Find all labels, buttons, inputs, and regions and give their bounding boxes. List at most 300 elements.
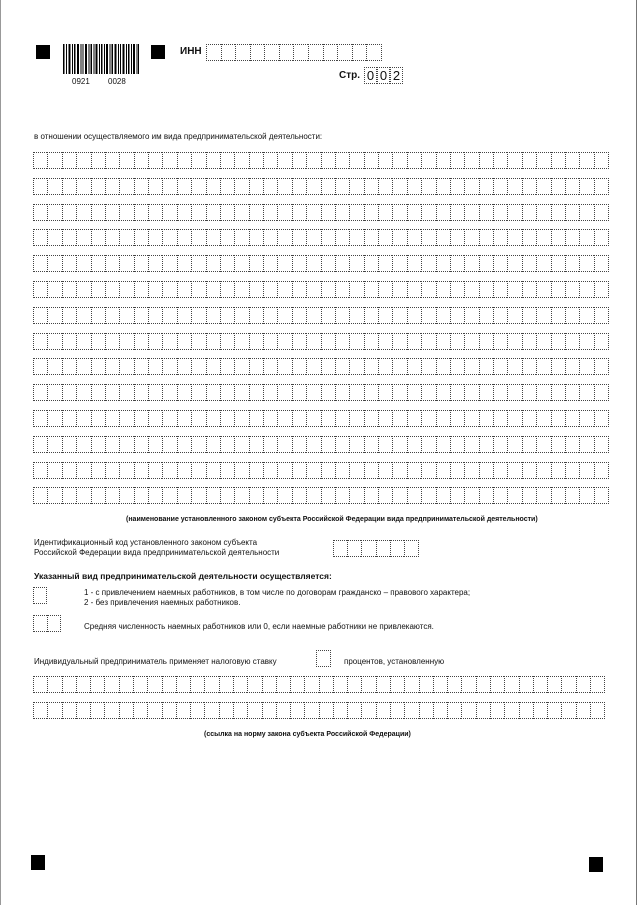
- input-cell[interactable]: [493, 333, 507, 350]
- input-cell[interactable]: [464, 384, 478, 401]
- input-cell[interactable]: [479, 178, 493, 195]
- input-cell[interactable]: [594, 487, 609, 504]
- input-cell[interactable]: [378, 178, 392, 195]
- input-cell[interactable]: [62, 152, 76, 169]
- input-cell[interactable]: [76, 307, 90, 324]
- input-cell[interactable]: [119, 307, 133, 324]
- input-cell[interactable]: [576, 676, 590, 693]
- input-cell[interactable]: [162, 676, 176, 693]
- input-cell[interactable]: [276, 676, 290, 693]
- input-cell[interactable]: [493, 410, 507, 427]
- input-cell[interactable]: [436, 307, 450, 324]
- input-cell[interactable]: [392, 358, 406, 375]
- input-cell[interactable]: [493, 358, 507, 375]
- input-cell[interactable]: [565, 410, 579, 427]
- input-cell[interactable]: [337, 44, 352, 61]
- input-cell[interactable]: [247, 676, 261, 693]
- input-cell[interactable]: [551, 384, 565, 401]
- input-cell[interactable]: [464, 255, 478, 272]
- input-cell[interactable]: [263, 178, 277, 195]
- input-cell[interactable]: [176, 676, 190, 693]
- input-cell[interactable]: [162, 204, 176, 221]
- input-cell[interactable]: [234, 204, 248, 221]
- input-cell[interactable]: [378, 281, 392, 298]
- input-cell[interactable]: [507, 487, 521, 504]
- input-cell[interactable]: [364, 307, 378, 324]
- input-cell[interactable]: [504, 702, 518, 719]
- input-cell[interactable]: [378, 255, 392, 272]
- input-cell[interactable]: [134, 487, 148, 504]
- input-cell[interactable]: [277, 487, 291, 504]
- input-cell[interactable]: [191, 307, 205, 324]
- input-cell[interactable]: [91, 152, 105, 169]
- input-cell[interactable]: [364, 255, 378, 272]
- input-cell[interactable]: [249, 204, 263, 221]
- input-cell[interactable]: [464, 307, 478, 324]
- input-cell[interactable]: [464, 410, 478, 427]
- input-cell[interactable]: [522, 487, 536, 504]
- input-cell[interactable]: [277, 152, 291, 169]
- input-cell[interactable]: [522, 152, 536, 169]
- input-cell[interactable]: [162, 702, 176, 719]
- input-cell[interactable]: [177, 487, 191, 504]
- input-cell[interactable]: [522, 410, 536, 427]
- input-cell[interactable]: [479, 152, 493, 169]
- input-cell[interactable]: [594, 255, 609, 272]
- input-cell[interactable]: [292, 178, 306, 195]
- input-cell[interactable]: [392, 436, 406, 453]
- input-cell[interactable]: [364, 462, 378, 479]
- input-cell[interactable]: [522, 281, 536, 298]
- input-cell[interactable]: [407, 307, 421, 324]
- input-cell[interactable]: [33, 152, 47, 169]
- input-cell[interactable]: [206, 178, 220, 195]
- input-cell[interactable]: [33, 204, 47, 221]
- input-cell[interactable]: [234, 410, 248, 427]
- input-cell[interactable]: [536, 229, 550, 246]
- input-cell[interactable]: [565, 487, 579, 504]
- input-cell[interactable]: [133, 702, 147, 719]
- input-cell[interactable]: [533, 702, 547, 719]
- input-cell[interactable]: [404, 540, 419, 557]
- input-cell[interactable]: [378, 204, 392, 221]
- input-cell[interactable]: [565, 307, 579, 324]
- input-cell[interactable]: [335, 410, 349, 427]
- input-cell[interactable]: [234, 229, 248, 246]
- input-cell[interactable]: [90, 702, 104, 719]
- input-cell[interactable]: [62, 307, 76, 324]
- input-cell[interactable]: [292, 152, 306, 169]
- input-cell[interactable]: [47, 487, 61, 504]
- input-cell[interactable]: [366, 44, 382, 61]
- input-cell[interactable]: [378, 462, 392, 479]
- input-cell[interactable]: [306, 281, 320, 298]
- input-cell[interactable]: [321, 410, 335, 427]
- input-cell[interactable]: [594, 384, 609, 401]
- input-cell[interactable]: [547, 676, 561, 693]
- input-cell[interactable]: [376, 702, 390, 719]
- input-cell[interactable]: [162, 487, 176, 504]
- input-cell[interactable]: [421, 152, 435, 169]
- input-cell[interactable]: [450, 358, 464, 375]
- input-cell[interactable]: [62, 384, 76, 401]
- input-cell[interactable]: [234, 281, 248, 298]
- input-cell[interactable]: [319, 702, 333, 719]
- input-cell[interactable]: [407, 333, 421, 350]
- input-cell[interactable]: [263, 462, 277, 479]
- input-cell[interactable]: [263, 358, 277, 375]
- input-cell[interactable]: [249, 255, 263, 272]
- input-cell[interactable]: [321, 436, 335, 453]
- input-cell[interactable]: [234, 487, 248, 504]
- input-cell[interactable]: [479, 358, 493, 375]
- input-cell[interactable]: [464, 152, 478, 169]
- input-cell[interactable]: [594, 436, 609, 453]
- input-cell[interactable]: [292, 462, 306, 479]
- grid-row[interactable]: [33, 410, 609, 427]
- input-cell[interactable]: [464, 229, 478, 246]
- input-cell[interactable]: [594, 178, 609, 195]
- input-cell[interactable]: [364, 487, 378, 504]
- input-cell[interactable]: [104, 702, 118, 719]
- input-cell[interactable]: [504, 676, 518, 693]
- input-cell[interactable]: [490, 676, 504, 693]
- input-cell[interactable]: [507, 152, 521, 169]
- input-cell[interactable]: [134, 358, 148, 375]
- input-cell[interactable]: [565, 152, 579, 169]
- input-cell[interactable]: [148, 436, 162, 453]
- input-cell[interactable]: [292, 281, 306, 298]
- input-cell[interactable]: [162, 462, 176, 479]
- input-cell[interactable]: [349, 462, 363, 479]
- input-cell[interactable]: [536, 152, 550, 169]
- input-cell[interactable]: [148, 410, 162, 427]
- input-cell[interactable]: [148, 333, 162, 350]
- input-cell[interactable]: [522, 204, 536, 221]
- input-cell[interactable]: [421, 307, 435, 324]
- input-cell[interactable]: [335, 436, 349, 453]
- input-cell[interactable]: [191, 255, 205, 272]
- input-cell[interactable]: [378, 410, 392, 427]
- input-cell[interactable]: [134, 229, 148, 246]
- input-cell[interactable]: [476, 676, 490, 693]
- input-cell[interactable]: [277, 358, 291, 375]
- input-cell[interactable]: [177, 358, 191, 375]
- input-cell[interactable]: [364, 384, 378, 401]
- input-cell[interactable]: [522, 384, 536, 401]
- input-cell[interactable]: [335, 152, 349, 169]
- input-cell[interactable]: [292, 384, 306, 401]
- input-cell[interactable]: [33, 676, 47, 693]
- input-cell[interactable]: [579, 436, 593, 453]
- input-cell[interactable]: [507, 333, 521, 350]
- input-cell[interactable]: [76, 410, 90, 427]
- input-cell[interactable]: [47, 410, 61, 427]
- input-cell[interactable]: [335, 255, 349, 272]
- input-cell[interactable]: [47, 229, 61, 246]
- input-cell[interactable]: [361, 676, 375, 693]
- input-cell[interactable]: [105, 436, 119, 453]
- input-cell[interactable]: [177, 255, 191, 272]
- grid-row[interactable]: [33, 702, 605, 719]
- input-cell[interactable]: [235, 44, 250, 61]
- grid-row[interactable]: [33, 676, 605, 693]
- input-cell[interactable]: [579, 152, 593, 169]
- input-cell[interactable]: [519, 676, 533, 693]
- input-cell[interactable]: [162, 281, 176, 298]
- input-cell[interactable]: [464, 333, 478, 350]
- input-cell[interactable]: [76, 487, 90, 504]
- input-cell[interactable]: [421, 255, 435, 272]
- input-cell[interactable]: [277, 384, 291, 401]
- input-cell[interactable]: [551, 410, 565, 427]
- input-cell[interactable]: [507, 255, 521, 272]
- input-cell[interactable]: [220, 462, 234, 479]
- input-cell[interactable]: [436, 333, 450, 350]
- input-cell[interactable]: [594, 152, 609, 169]
- input-cell[interactable]: [392, 281, 406, 298]
- input-cell[interactable]: [392, 307, 406, 324]
- input-cell[interactable]: [220, 178, 234, 195]
- input-cell[interactable]: [47, 436, 61, 453]
- input-cell[interactable]: [119, 358, 133, 375]
- input-cell[interactable]: [279, 44, 294, 61]
- input-cell[interactable]: [263, 410, 277, 427]
- input-cell[interactable]: [392, 487, 406, 504]
- input-cell[interactable]: [292, 204, 306, 221]
- input-cell[interactable]: [364, 281, 378, 298]
- input-cell[interactable]: [76, 204, 90, 221]
- input-cell[interactable]: [33, 307, 47, 324]
- input-cell[interactable]: [76, 152, 90, 169]
- input-cell[interactable]: [249, 384, 263, 401]
- input-cell[interactable]: [134, 204, 148, 221]
- input-cell[interactable]: [421, 229, 435, 246]
- input-cell[interactable]: [191, 487, 205, 504]
- input-cell[interactable]: [306, 307, 320, 324]
- input-cell[interactable]: [33, 462, 47, 479]
- input-cell[interactable]: [361, 702, 375, 719]
- input-cell[interactable]: [262, 676, 276, 693]
- input-cell[interactable]: [62, 229, 76, 246]
- input-cell[interactable]: [220, 358, 234, 375]
- input-cell[interactable]: [551, 358, 565, 375]
- input-cell[interactable]: [177, 204, 191, 221]
- input-cell[interactable]: [579, 204, 593, 221]
- input-cell[interactable]: [292, 410, 306, 427]
- input-cell[interactable]: [436, 281, 450, 298]
- input-cell[interactable]: [206, 410, 220, 427]
- input-cell[interactable]: [479, 281, 493, 298]
- grid-row[interactable]: [33, 152, 609, 169]
- input-cell[interactable]: [364, 410, 378, 427]
- grid-row[interactable]: [33, 358, 609, 375]
- input-cell[interactable]: [333, 676, 347, 693]
- input-cell[interactable]: [321, 255, 335, 272]
- input-cell[interactable]: [191, 229, 205, 246]
- input-cell[interactable]: [47, 462, 61, 479]
- input-cell[interactable]: [47, 204, 61, 221]
- input-cell[interactable]: [91, 281, 105, 298]
- input-cell[interactable]: [364, 229, 378, 246]
- input-cell[interactable]: [206, 307, 220, 324]
- input-cell[interactable]: [479, 204, 493, 221]
- input-cell[interactable]: [436, 410, 450, 427]
- input-cell[interactable]: [234, 333, 248, 350]
- input-cell[interactable]: [419, 676, 433, 693]
- tax-rate-field[interactable]: [316, 650, 331, 667]
- employees-count-field[interactable]: [33, 615, 61, 632]
- grid-row[interactable]: [33, 487, 609, 504]
- input-cell[interactable]: [436, 436, 450, 453]
- input-cell[interactable]: [91, 204, 105, 221]
- input-cell[interactable]: [263, 281, 277, 298]
- input-cell[interactable]: [234, 152, 248, 169]
- input-cell[interactable]: [191, 333, 205, 350]
- input-cell[interactable]: [335, 281, 349, 298]
- input-cell[interactable]: [76, 384, 90, 401]
- input-cell[interactable]: [105, 307, 119, 324]
- input-cell[interactable]: [191, 358, 205, 375]
- input-cell[interactable]: [378, 229, 392, 246]
- input-cell[interactable]: [450, 152, 464, 169]
- input-cell[interactable]: [76, 255, 90, 272]
- input-cell[interactable]: [206, 204, 220, 221]
- input-cell[interactable]: [536, 358, 550, 375]
- input-cell[interactable]: [62, 702, 76, 719]
- input-cell[interactable]: [433, 676, 447, 693]
- input-cell[interactable]: [376, 676, 390, 693]
- input-cell[interactable]: [62, 436, 76, 453]
- input-cell[interactable]: [479, 462, 493, 479]
- input-cell[interactable]: [335, 487, 349, 504]
- input-cell[interactable]: [277, 255, 291, 272]
- input-cell[interactable]: [579, 281, 593, 298]
- input-cell[interactable]: [378, 487, 392, 504]
- input-cell[interactable]: [292, 358, 306, 375]
- input-cell[interactable]: [364, 204, 378, 221]
- input-cell[interactable]: [407, 255, 421, 272]
- input-cell[interactable]: [206, 229, 220, 246]
- input-cell[interactable]: [436, 152, 450, 169]
- input-cell[interactable]: [249, 229, 263, 246]
- input-cell[interactable]: [91, 384, 105, 401]
- input-cell[interactable]: [335, 462, 349, 479]
- input-cell[interactable]: [304, 702, 318, 719]
- input-cell[interactable]: [436, 204, 450, 221]
- input-cell[interactable]: [119, 333, 133, 350]
- input-cell[interactable]: [479, 487, 493, 504]
- input-cell[interactable]: [220, 307, 234, 324]
- input-cell[interactable]: [421, 178, 435, 195]
- input-cell[interactable]: [148, 462, 162, 479]
- grid-row[interactable]: [33, 333, 609, 350]
- input-cell[interactable]: [536, 462, 550, 479]
- input-cell[interactable]: [493, 229, 507, 246]
- input-cell[interactable]: [536, 204, 550, 221]
- input-cell[interactable]: [277, 229, 291, 246]
- input-cell[interactable]: [576, 702, 590, 719]
- input-cell[interactable]: [119, 462, 133, 479]
- input-cell[interactable]: [421, 384, 435, 401]
- input-cell[interactable]: [119, 487, 133, 504]
- input-cell[interactable]: [220, 204, 234, 221]
- input-cell[interactable]: [507, 178, 521, 195]
- input-cell[interactable]: [551, 152, 565, 169]
- input-cell[interactable]: [321, 307, 335, 324]
- input-cell[interactable]: [277, 333, 291, 350]
- input-cell[interactable]: [450, 178, 464, 195]
- input-cell[interactable]: [447, 702, 461, 719]
- input-cell[interactable]: [522, 229, 536, 246]
- input-cell[interactable]: [306, 436, 320, 453]
- input-cell[interactable]: [263, 204, 277, 221]
- input-cell[interactable]: [335, 204, 349, 221]
- input-cell[interactable]: [565, 384, 579, 401]
- input-cell[interactable]: [162, 307, 176, 324]
- grid-row[interactable]: [33, 307, 609, 324]
- input-cell[interactable]: [590, 702, 605, 719]
- input-cell[interactable]: [306, 487, 320, 504]
- input-cell[interactable]: [407, 152, 421, 169]
- input-cell[interactable]: [249, 410, 263, 427]
- input-cell[interactable]: [105, 178, 119, 195]
- input-cell[interactable]: [551, 487, 565, 504]
- input-cell[interactable]: [206, 358, 220, 375]
- input-cell[interactable]: [119, 152, 133, 169]
- input-cell[interactable]: [292, 333, 306, 350]
- input-cell[interactable]: [105, 204, 119, 221]
- input-cell[interactable]: [47, 384, 61, 401]
- input-cell[interactable]: [565, 358, 579, 375]
- input-cell[interactable]: [91, 178, 105, 195]
- input-cell[interactable]: [533, 676, 547, 693]
- grid-row[interactable]: [33, 436, 609, 453]
- input-cell[interactable]: [421, 358, 435, 375]
- input-cell[interactable]: [507, 229, 521, 246]
- input-cell[interactable]: [206, 281, 220, 298]
- input-cell[interactable]: [349, 384, 363, 401]
- input-cell[interactable]: [62, 410, 76, 427]
- input-cell[interactable]: [263, 307, 277, 324]
- input-cell[interactable]: [249, 487, 263, 504]
- input-cell[interactable]: [90, 676, 104, 693]
- input-cell[interactable]: [162, 410, 176, 427]
- input-cell[interactable]: [191, 436, 205, 453]
- input-cell[interactable]: [220, 152, 234, 169]
- input-cell[interactable]: [522, 178, 536, 195]
- input-cell[interactable]: [33, 281, 47, 298]
- input-cell[interactable]: [292, 229, 306, 246]
- input-cell[interactable]: [119, 384, 133, 401]
- input-cell[interactable]: [321, 229, 335, 246]
- input-cell[interactable]: [177, 152, 191, 169]
- input-cell[interactable]: [277, 410, 291, 427]
- input-cell[interactable]: [493, 462, 507, 479]
- input-cell[interactable]: [47, 333, 61, 350]
- input-cell[interactable]: [335, 384, 349, 401]
- input-cell[interactable]: [579, 384, 593, 401]
- input-cell[interactable]: [148, 229, 162, 246]
- input-cell[interactable]: [105, 358, 119, 375]
- input-cell[interactable]: [206, 333, 220, 350]
- input-cell[interactable]: [436, 229, 450, 246]
- input-cell[interactable]: [479, 410, 493, 427]
- input-cell[interactable]: [162, 178, 176, 195]
- input-cell[interactable]: [461, 676, 475, 693]
- input-cell[interactable]: [105, 462, 119, 479]
- input-cell[interactable]: [206, 44, 221, 61]
